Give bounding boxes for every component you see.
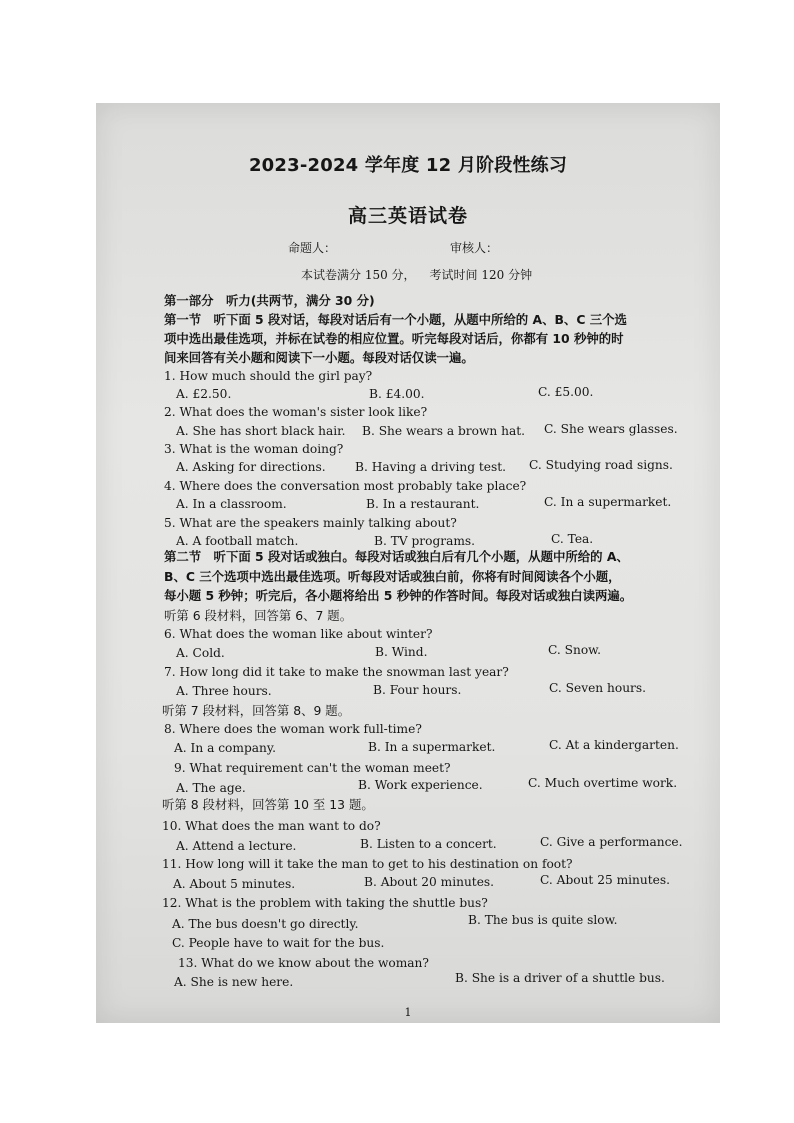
option-b: B. About 20 minutes. [364, 875, 495, 889]
question-1: 1. How much should the girl pay? [164, 369, 373, 383]
option-b: B. Having a driving test. [355, 460, 507, 474]
question-2: 2. What does the woman's sister look like? [164, 405, 428, 419]
option-b: B. The bus is quite slow. [468, 913, 618, 927]
material-7-instruction: 听第 7 段材料，回答第 8、9 题。 [162, 703, 351, 718]
option-b: B. Work experience. [358, 778, 483, 792]
option-b: B. In a supermarket. [368, 740, 496, 754]
material-6-instruction: 听第 6 段材料，回答第 6、7 题。 [164, 608, 353, 623]
option-b: B. She is a driver of a shuttle bus. [455, 971, 665, 985]
part1-heading: 第一部分 听力(共两节，满分 30 分) [164, 293, 375, 308]
option-b: B. Four hours. [373, 683, 462, 697]
option-c: C. £5.00. [538, 385, 594, 399]
option-a: A. She has short black hair. [176, 424, 346, 438]
option-b: B. She wears a brown hat. [362, 424, 526, 438]
section1-line: 项中选出最佳选项，并标在试卷的相应位置。听完每段对话后，你都有 10 秒钟的时 [164, 331, 624, 346]
option-c: C. Give a performance. [540, 835, 683, 849]
question-5: 5. What are the speakers mainly talking about? [164, 516, 457, 530]
option-a: A. In a classroom. [176, 497, 287, 511]
option-c: C. About 25 minutes. [540, 873, 670, 887]
option-a: A. She is new here. [174, 975, 294, 989]
section2-line: B、C 三个选项中选出最佳选项。听每段对话或独白前，你将有时间阅读各个小题， [164, 569, 621, 584]
option-b: B. Wind. [375, 645, 428, 659]
option-a: A. Asking for directions. [176, 460, 326, 474]
option-c: C. People have to wait for the bus. [172, 936, 385, 950]
option-a: A. The age. [176, 781, 246, 795]
exam-subtitle: 高三英语试卷 [347, 205, 468, 227]
option-b: B. Listen to a concert. [360, 837, 497, 851]
question-4: 4. Where does the conversation most probably take place? [164, 479, 527, 493]
option-c: C. At a kindergarten. [549, 738, 679, 752]
section1-line: 第一节 听下面 5 段对话，每段对话后有一个小题，从题中所给的 A、B、C 三个选 [164, 312, 627, 327]
option-a: A. Attend a lecture. [176, 839, 297, 853]
option-c: C. Tea. [551, 532, 594, 546]
question-3: 3. What is the woman doing? [164, 442, 344, 456]
section2-line: 第二节 听下面 5 段对话或独白。每段对话或独白后有几个小题，从题中所给的 A、 [164, 549, 629, 564]
reviewer-label: 审核人： [450, 241, 499, 255]
section2-line: 每小题 5 秒钟；听完后，各小题将给出 5 秒钟的作答时间。每段对话或独白读两遍。 [164, 588, 633, 603]
option-a: A. In a company. [174, 741, 277, 755]
exam-paper [96, 103, 720, 1023]
option-b: B. £4.00. [369, 387, 425, 401]
option-c: C. In a supermarket. [544, 495, 672, 509]
exam-info [301, 266, 532, 283]
option-a: A. Cold. [176, 646, 225, 660]
exam-title: 2023-2024 学年度 12 月阶段性练习 [248, 155, 568, 176]
option-a: A. £2.50. [176, 387, 232, 401]
page-number: 1 [404, 1006, 412, 1019]
question-9: 9. What requirement can't the woman meet? [174, 761, 451, 775]
option-a: A. The bus doesn't go directly. [172, 917, 359, 931]
question-7: 7. How long did it take to make the snowman last year? [164, 665, 509, 679]
option-a: A. Three hours. [176, 684, 272, 698]
option-b: B. In a restaurant. [366, 497, 480, 511]
option-c: C. Studying road signs. [529, 458, 673, 472]
author-label: 命题人： [288, 241, 337, 255]
time-info: 考试时间 120 分钟 [429, 268, 533, 282]
question-6: 6. What does the woman like about winter? [164, 627, 433, 641]
question-11: 11. How long will it take the man to get to his destination on foot? [162, 857, 573, 871]
option-c: C. Much overtime work. [528, 776, 678, 790]
material-8-instruction: 听第 8 段材料，回答第 10 至 13 题。 [162, 797, 374, 812]
question-13: 13. What do we know about the woman? [178, 956, 429, 970]
question-12: 12. What is the problem with taking the shuttle bus? [162, 896, 488, 910]
option-a: A. A football match. [176, 534, 299, 548]
score-info: 本试卷满分 150 分， [301, 268, 416, 282]
option-a: A. About 5 minutes. [173, 877, 296, 891]
question-10: 10. What does the man want to do? [162, 819, 381, 833]
option-b: B. TV programs. [374, 534, 476, 548]
option-c: C. Seven hours. [549, 681, 647, 695]
section1-line: 间来回答有关小题和阅读下一小题。每段对话仅读一遍。 [164, 350, 474, 365]
option-c: C. Snow. [548, 643, 602, 657]
question-8: 8. Where does the woman work full-time? [164, 722, 422, 736]
option-c: C. She wears glasses. [544, 422, 678, 436]
